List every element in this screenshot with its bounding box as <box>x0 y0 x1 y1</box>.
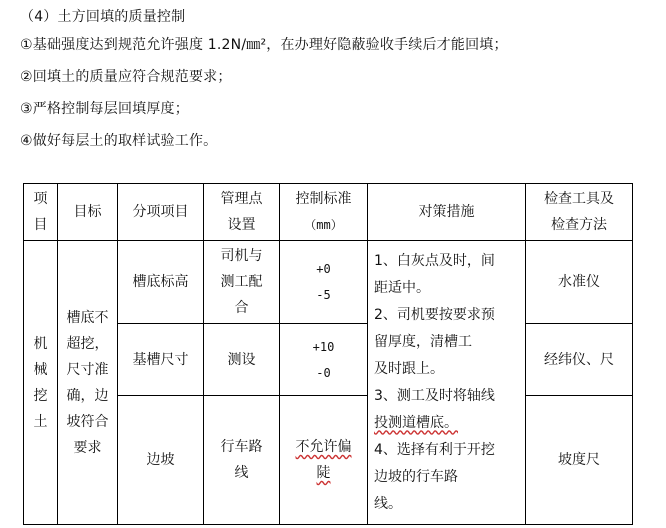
target-cell: 槽底不 超挖， 尺寸准 确，边 坡符合 要求 <box>58 241 118 525</box>
header-target: 目标 <box>58 184 118 241</box>
project-cell: 机 械 挖 土 <box>24 241 58 525</box>
tool-cell-3: 坡度尺 <box>526 396 633 525</box>
sub-cell-3: 边坡 <box>118 396 204 525</box>
header-sub: 分项项目 <box>118 184 204 241</box>
item-1: ①基础强度达到规范允许强度 1.2N/㎜²，在办理好隐蔽验收手续后才能回填； <box>20 37 508 53</box>
standard-cell-1: +0 -5 <box>280 241 368 324</box>
header-standard: 控制标准 （mm） <box>280 184 368 241</box>
tool-cell-2: 经纬仪、尺 <box>526 324 633 396</box>
manage-cell-3: 行车路 线 <box>204 396 280 525</box>
header-project: 项 目 <box>24 184 58 241</box>
quality-control-table <box>23 183 633 525</box>
standard-cell-3: 不允许偏 陡 <box>280 396 368 525</box>
sub-cell-2: 基槽尺寸 <box>118 324 204 396</box>
header-tools: 检查工具及 检查方法 <box>526 184 633 241</box>
item-4: ④做好每层土的取样试验工作。 <box>20 133 218 149</box>
item-2: ②回填土的质量应符合规范要求； <box>20 69 232 85</box>
header-measures: 对策措施 <box>368 184 526 241</box>
manage-cell-1: 司机与 测工配 合 <box>204 241 280 324</box>
item-3: ③严格控制每层回填厚度； <box>20 101 189 117</box>
standard-cell-2: +10 -0 <box>280 324 368 396</box>
manage-cell-2: 测设 <box>204 324 280 396</box>
header-manage: 管理点 设置 <box>204 184 280 241</box>
measures-cell: 1、白灰点及时，间 距适中。 2、司机要按要求预 留厚度，清槽工 及时跟上。 3、测工及时将轴线 投测道槽底。 4、选择有利于开挖 边坡的行车路 线。 <box>368 241 526 525</box>
tool-cell-1: 水准仪 <box>526 241 633 324</box>
sub-cell-1: 槽底标高 <box>118 241 204 324</box>
section-heading: （4）土方回填的质量控制 <box>20 9 186 25</box>
